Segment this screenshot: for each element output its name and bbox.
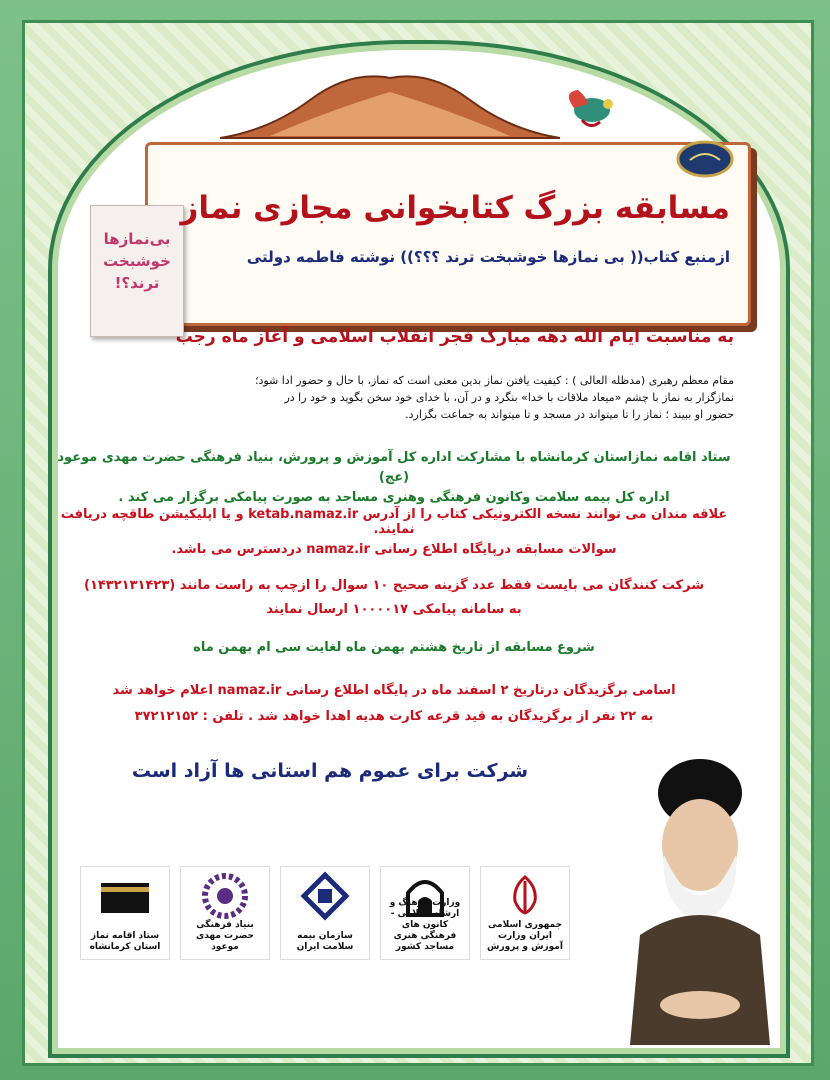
organizers-line: اداره کل بیمه سلامت وکانون فرهنگی وهنری مساجد به صورت پیامکی برگزار می کند . [118,490,670,505]
questions-text: سوالات مسابقه درپایگاه اطلاع رسانی namaz.ir دردسترس می باشد. [171,542,617,557]
occasion-text: به مناسبت ایام الله دهه مبارک فجر انقلاب اسلامی و آغاز ماه رجب [175,327,734,347]
download-text: علاقه مندان می توانند نسخه الکترونیکی کتاب را از آدرس ketab.namaz.ir و یا اپلیکیشن طاقچه دریافت نمایند. [60,507,728,537]
sponsor-logos [80,866,580,961]
logo-namaz-hq [80,866,170,960]
logo-caption: بنیاد فرهنگی حضرت مهدی موعود [195,920,255,952]
winners-text [54,678,734,730]
logo-caption: وزارت فرهنگ و ارشاد اسلامی - کانون های فرهنگی هنری مساجد کشور [389,898,461,952]
winners-line: اسامی برگزیدگان درتاریخ ۲ اسفند ماه در پایگاه اطلاع رسانی namaz.ir اعلام خواهد شد [112,683,676,698]
winners-line: به ۲۲ نفر از برگزیدگان به قید قرعه کارت هدیه اهدا خواهد شد . تلفن : ۳۷۲۱۲۱۵۲ [134,709,654,724]
page-subtitle: ازمنبع کتاب(( بی نمازها خوشبخت ترند ؟؟؟)) نوشته فاطمه دولتی [246,248,730,266]
dates-text: شروع مسابقه از تاریخ هشتم بهمن ماه لغایت سی ام بهمن ماه [193,640,595,655]
organizers-line: ستاد اقامه نمازاستان کرمانشاه با مشارکت اداره کل آموزش و پرورش، بنیاد فرهنگی حضرت مهدی موعود (عج) [57,450,731,485]
logo-health-insurance [280,866,370,960]
logo-caption: ستاد اقامه نماز استان کرمانشاه [89,931,161,952]
leader-quote [54,372,734,423]
logo-culture-ministry [380,866,470,960]
instructions-text [54,574,734,622]
instructions-line: به سامانه پیامکی ۱۰۰۰۰۱۷ ارسال نمایند [266,602,522,617]
calligraphy-medallion [676,140,734,178]
header-panel [145,142,751,326]
logo-caption: سازمان بیمه سلامت ایران [296,931,354,952]
page-title: مسابقه بزرگ کتابخوانی مجازی نماز [180,190,730,226]
organizers-text [54,448,734,508]
logo-education-ministry [480,866,570,960]
logo-mahdi-foundation [180,866,270,960]
quote-line: مقام معظم رهبری (مدظله العالی ) : کیفیت یافتن نماز بدین معنی است که نماز، با حال و حضور ادا شود؛ [254,374,734,387]
bird-icon [560,86,620,130]
logo-caption: جمهوری اسلامی ایران وزارت آموزش و پرورش [487,920,563,952]
emblem-icon [505,873,545,917]
instructions-line: شرکت کنندگان می بایست فقط عدد گزینه صحیح ۱۰ سوال را ازچپ به راست مانند (۱۴۳۲۱۳۱۴۲۳) [83,578,704,593]
cleric-portrait [590,745,770,1045]
flower-icon [200,871,250,921]
dome-ornament [210,70,570,140]
quote-line: نمازگزار به نماز با چشم «میعاد ملاقات با خدا» بنگرد و در آن، با خدای خود سخن بگوید و خود را در [284,391,734,404]
insurance-icon [300,871,350,921]
participation-text: شرکت برای عموم هم استانی ها آزاد است [131,760,529,782]
kaaba-icon [95,873,155,917]
book-title: بی‌نمازها خوشبخت ترند؟! [103,230,171,292]
quote-line: حضور او ببیند ؛ نماز را تا میتواند در مسجد و تا میتواند به جماعت بگزارد. [405,408,734,421]
